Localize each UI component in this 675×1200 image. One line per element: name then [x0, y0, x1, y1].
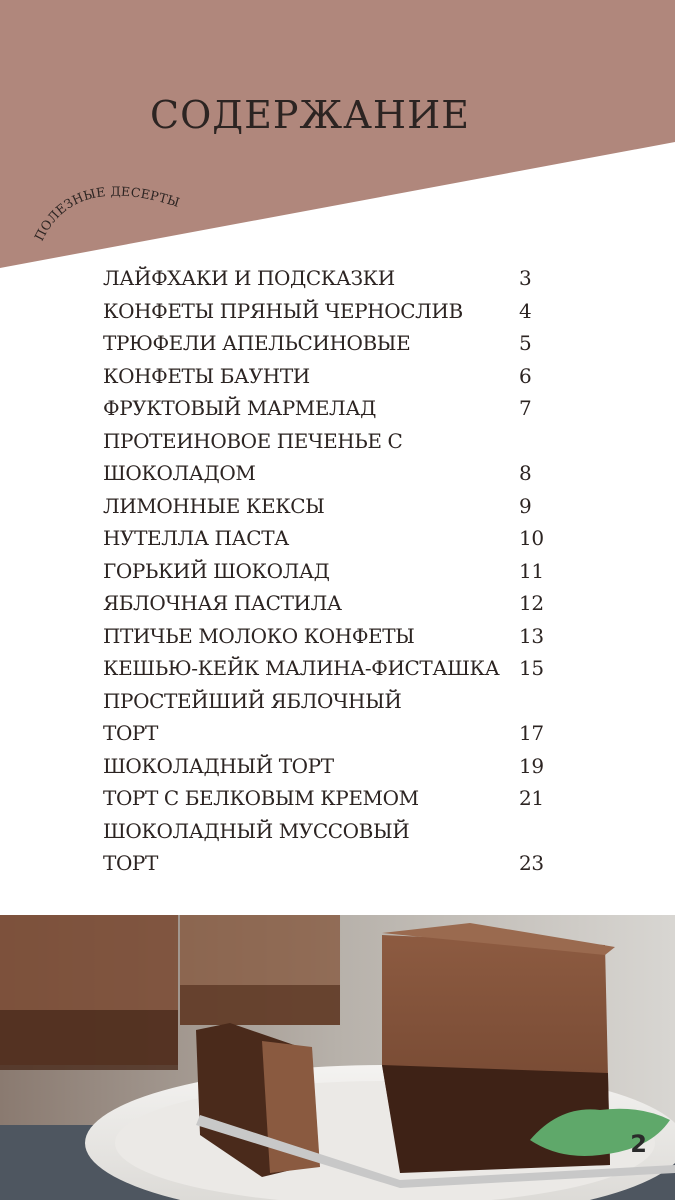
toc-entry	[103, 522, 553, 555]
arc-subtitle	[20, 150, 210, 260]
toc-entry	[103, 750, 553, 783]
toc-entry-page: 19	[519, 753, 544, 778]
table-of-contents	[103, 262, 553, 880]
toc-entry-page: 15	[519, 656, 544, 680]
toc-entry-page: 23	[519, 851, 544, 875]
toc-entry-title: ПРОСТЕЙШИЙ ЯБЛОЧНЫЙ	[103, 688, 402, 713]
toc-entry-title: НУТЕЛЛА ПАСТА	[103, 526, 289, 550]
toc-entry	[103, 815, 553, 848]
toc-entry	[103, 490, 553, 523]
toc-entry-title: ЛАЙФХАКИ И ПОДСКАЗКИ	[103, 266, 395, 290]
toc-entry-page: 13	[519, 623, 544, 648]
toc-entry-page: 9	[519, 493, 532, 518]
toc-entry-page: 4	[519, 298, 532, 323]
toc-entry-page: 21	[519, 786, 544, 810]
toc-entry-title: ПТИЧЬЕ МОЛОКО КОНФЕТЫ	[103, 623, 415, 648]
toc-entry-title: ЯБЛОЧНАЯ ПАСТИЛА	[103, 591, 342, 615]
toc-entry-page: 17	[519, 721, 544, 745]
page-number: 2	[630, 1130, 647, 1158]
toc-entry	[103, 847, 553, 880]
toc-entry-title: КЕШЬЮ-КЕЙК МАЛИНА-ФИСТАШКА	[103, 656, 500, 680]
toc-entry-title: ШОКОЛАДНЫЙ МУССОВЫЙ	[103, 818, 410, 843]
chocolate-cake-photo	[0, 915, 675, 1200]
svg-text:ПОЛЕЗНЫЕ ДЕСЕРТЫ	[31, 184, 181, 244]
toc-entry-page: 12	[519, 591, 544, 615]
toc-entry-title: КОНФЕТЫ ПРЯНЫЙ ЧЕРНОСЛИВ	[103, 298, 463, 323]
toc-entry-page: 11	[519, 558, 544, 583]
toc-entry	[103, 425, 553, 458]
toc-entry-page: 6	[519, 363, 532, 388]
toc-entry-page: 8	[519, 461, 532, 485]
toc-entry	[103, 392, 553, 425]
toc-entry	[103, 457, 553, 490]
toc-entry-title: ШОКОЛАДНЫЙ ТОРТ	[103, 753, 334, 778]
toc-entry-title: ЛИМОННЫЕ КЕКСЫ	[103, 493, 325, 518]
arc-subtitle-text: ПОЛЕЗНЫЕ ДЕСЕРТЫ	[31, 183, 182, 244]
toc-entry-title: ФРУКТОВЫЙ МАРМЕЛАД	[103, 396, 376, 420]
toc-entry-title: ТОРТ	[103, 851, 158, 875]
toc-entry	[103, 620, 553, 653]
toc-entry	[103, 295, 553, 328]
toc-entry	[103, 782, 553, 815]
toc-entry-title: ШОКОЛАДОМ	[103, 461, 256, 485]
toc-entry	[103, 262, 553, 295]
toc-entry-page: 5	[519, 331, 532, 355]
toc-entry-title: КОНФЕТЫ БАУНТИ	[103, 363, 310, 388]
toc-entry-title: ТРЮФЕЛИ АПЕЛЬСИНОВЫЕ	[103, 331, 411, 355]
toc-entry	[103, 652, 553, 685]
toc-entry-page: 7	[519, 396, 532, 420]
toc-entry	[103, 685, 553, 718]
toc-entry	[103, 555, 553, 588]
toc-entry	[103, 327, 553, 360]
toc-entry-page: 10	[519, 526, 544, 550]
toc-entry-title: ГОРЬКИЙ ШОКОЛАД	[103, 558, 330, 583]
toc-entry-title: ТОРТ С БЕЛКОВЫМ КРЕМОМ	[103, 786, 419, 810]
toc-entry-page: 3	[519, 266, 532, 290]
page-title: СОДЕРЖАНИЕ	[150, 93, 470, 138]
toc-entry-title: ПРОТЕИНОВОЕ ПЕЧЕНЬЕ С	[103, 428, 403, 453]
toc-entry	[103, 360, 553, 393]
toc-entry	[103, 717, 553, 750]
toc-entry	[103, 587, 553, 620]
toc-entry-title: ТОРТ	[103, 721, 158, 745]
